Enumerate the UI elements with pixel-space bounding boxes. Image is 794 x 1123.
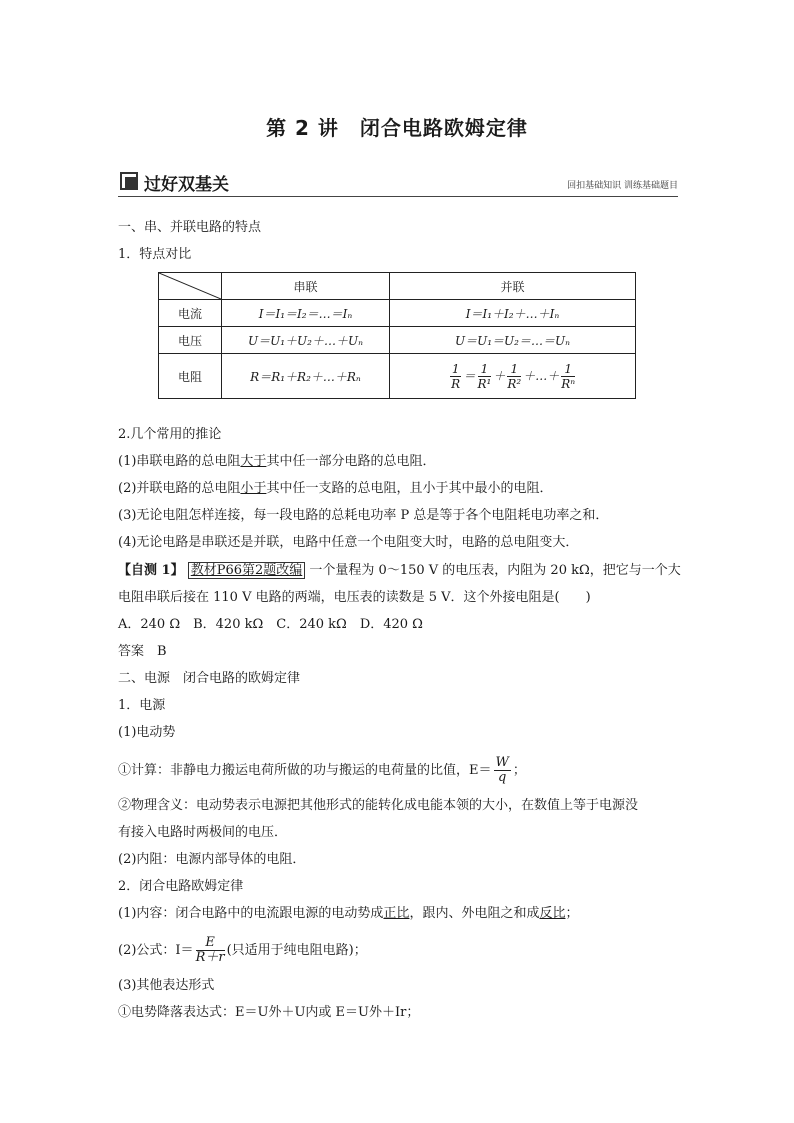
row-label: 电压 [159,327,222,354]
inference-3: (3)无论电阻怎样连接，每一段电路的总耗电功率 P 总是等于各个电阻耗电功率之和． [118,508,609,523]
parallel-voltage: U＝U₁＝U₂＝…＝Uₙ [390,327,636,354]
fraction: $\frac{1}{\text{Rⁿ}}$ [561,361,576,391]
parallel-current: I＝I₁＋I₂＋…＋Iₙ [390,300,636,327]
series-current: I＝I₁＝I₂＝…＝Iₙ [222,300,390,327]
part1-sub2: 2.几个常用的推论 [118,427,222,442]
table-row [159,354,636,399]
selftest-line-1 [118,562,681,580]
part1-heading: 一、串、并联电路的特点 [118,220,262,235]
fraction: $\frac{1}{\text{R²}}$ [507,361,522,391]
section-square-icon [120,172,138,190]
table-row [159,273,636,300]
fraction: $\frac{E}{R+r}$ [195,935,225,965]
fraction: $\frac{1}{R}$ [451,361,461,391]
fraction: $\frac{1}{\text{R¹}}$ [477,361,492,391]
selftest-answer: 答案 B [118,644,167,659]
row-label: 电阻 [159,354,222,399]
selftest-text-1: 一个量程为 0～150 V 的电压表，内阻为 20 kΩ，把它与一个大 [309,563,681,578]
inference-2: (2)并联电路的总电阻小于其中任一支路的总电阻，且小于其中最小的电阻． [118,481,553,496]
header-parallel: 并联 [390,273,636,300]
table-row [159,300,636,327]
inference-4: (4)无论电路是串联还是并联，电路中任意一个电阻变大时，电路的总电阻变大． [118,535,579,550]
other-forms: (3)其他表达形式 [118,978,215,993]
part2-sub2: 2．闭合电路欧姆定律 [118,879,244,894]
header-series: 串联 [222,273,390,300]
section-title: 过好双基关 [144,175,229,195]
fraction: $\frac{W}{q}$ [495,755,509,785]
table-row [159,327,636,354]
section-subtitle: 回扣基础知识 训练基础题目 [567,181,678,191]
selftest-tag: 【自测 1】 [118,563,184,578]
comparison-table [158,272,636,399]
section-header [118,168,678,197]
ohm-law-content: (1)内容：闭合电路中的电流跟电源的电动势成正比，跟内、外电阻之和成反比； [118,906,579,921]
selftest-options: A．240 Ω B．420 kΩ C．240 kΩ D．420 Ω [118,617,423,632]
ohm-law-formula: (2)公式：I＝ $\frac{E}{R+r}$ (只适用于纯电阻电路)； [118,935,367,965]
potential-drop: ①电势降落表达式：E＝U外＋U内或 E＝U外＋Ir； [118,1005,420,1020]
emf-heading: (1)电动势 [118,725,176,740]
part2-sub1: 1．电源 [118,698,166,713]
internal-resistance: (2)内阻：电源内部导体的电阻． [118,852,306,867]
emf-calc: ①计算：非静电力搬运电荷所做的功与搬运的电荷量的比值，E＝ $\frac{W}{q}$ ； [118,755,526,785]
inference-1: (1)串联电路的总电阻大于其中任一部分电路的总电阻． [118,454,436,469]
series-voltage: U＝U₁＋U₂＋…＋Uₙ [222,327,390,354]
emf-meaning-2: 有接入电路时两极间的电压． [118,825,288,840]
diagonal-header-cell [159,273,222,300]
selftest-source: 教材P66第2题改编 [188,562,306,579]
parallel-resistance-formula: $\frac{1}{R}$ ＝ $\frac{1}{\text{R¹}}$ ＋ $\frac{1}{\text{R²}}$ ＋…＋ $\frac{1}{\text{Rⁿ}}$ [390,354,636,399]
part2-heading: 二、电源 闭合电路的欧姆定律 [118,671,301,686]
selftest-line-2: 电阻串联后接在 110 V 电路的两端，电压表的读数是 5 V．这个外接电阻是( ) [118,590,591,605]
emf-meaning-1: ②物理含义：电动势表示电源把其他形式的能转化成电能本领的大小，在数值上等于电源没 [118,798,639,813]
diagonal-line [159,273,221,299]
page-title: 第 2 讲 闭合电路欧姆定律 [266,116,528,140]
series-resistance: R＝R₁＋R₂＋…＋Rₙ [222,354,390,399]
part1-sub1: 1．特点对比 [118,247,192,262]
row-label: 电流 [159,300,222,327]
